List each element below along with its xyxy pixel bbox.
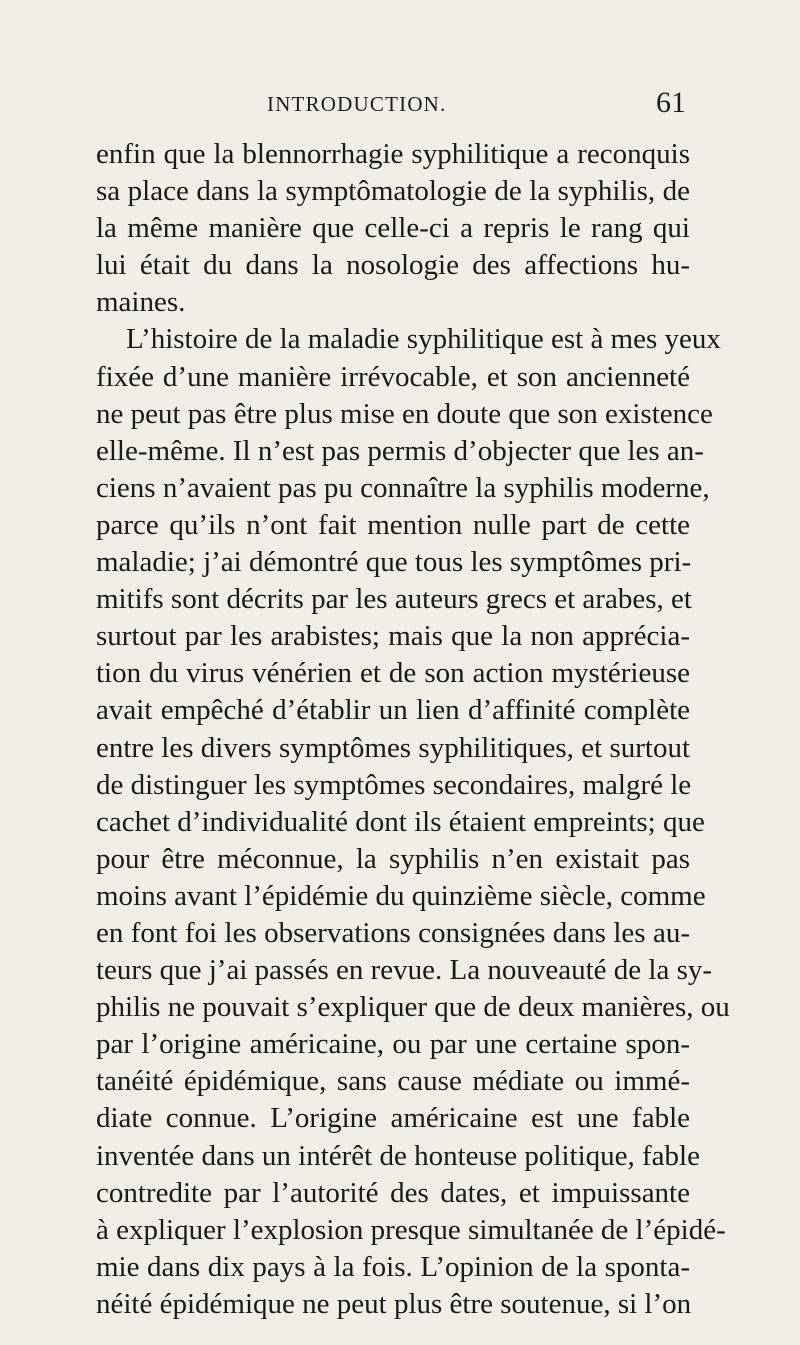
text-line: par l’origine américaine, ou par une certaine spon-	[96, 1028, 690, 1061]
text-line: maines.	[96, 286, 186, 319]
text-line: tion du virus vénérien et de son action mystérieuse	[96, 657, 690, 690]
text-line: à expliquer l’explosion presque simultanée de l’épidé-	[96, 1213, 726, 1246]
text-line: cachet d’individualité dont ils étaient empreints; que	[96, 805, 705, 838]
text-line: diate connue. L’origine américaine est une fable	[96, 1102, 690, 1135]
text-line: mitifs sont décrits par les auteurs grecs et arabes, et	[96, 583, 692, 616]
text-line: philis ne pouvait s’expliquer que de deux manières, ou	[96, 991, 730, 1024]
text-line: inventée dans un intérêt de honteuse politique, fable	[96, 1139, 700, 1172]
text-line: sa place dans la symptômatologie de la syphilis, de	[96, 175, 690, 208]
text-line: avait empêché d’établir un lien d’affinité complète	[96, 694, 690, 727]
page-number: 61	[656, 86, 686, 119]
text-line: ne peut pas être plus mise en doute que son existence	[96, 397, 713, 430]
text-line: maladie; j’ai démontré que tous les symptômes pri-	[96, 546, 692, 579]
running-head	[96, 86, 686, 126]
text-line: teurs que j’ai passés en revue. La nouveauté de la sy-	[96, 954, 713, 987]
text-line: fixée d’une manière irrévocable, et son ancienneté	[96, 360, 690, 393]
text-line: néité épidémique ne peut plus être soutenue, si l’on	[96, 1287, 692, 1320]
text-line: enfin que la blennorrhagie syphilitique a reconquis	[96, 138, 690, 170]
text-line: surtout par les arabistes; mais que la non apprécia-	[96, 620, 690, 653]
text-line: la même manière que celle-ci a repris le rang qui	[96, 212, 690, 245]
text-line: contredite par l’autorité des dates, et impuissante	[96, 1176, 690, 1209]
text-line: pour être méconnue, la syphilis n’en existait pas	[96, 842, 690, 875]
text-line: elle-même. Il n’est pas permis d’objecter que les an-	[96, 434, 704, 467]
text-line: tanéité épidémique, sans cause médiate ou immé-	[96, 1065, 690, 1098]
text-line: de distinguer les symptômes secondaires, malgré le	[96, 768, 692, 801]
text-line: entre les divers symptômes syphilitiques, et surtout	[96, 731, 690, 764]
text-line: ciens n’avaient pas pu connaître la syphilis moderne,	[96, 471, 710, 504]
text-line: en font foi les observations consignées dans les au-	[96, 916, 690, 949]
text-line: moins avant l’épidémie du quinzième siècle, comme	[96, 879, 706, 912]
text-line: L’histoire de la maladie syphilitique est à mes yeux	[126, 323, 721, 356]
running-head-title: INTRODUCTION.	[267, 92, 447, 116]
body-text	[96, 136, 730, 1323]
text-line: lui était du dans la nosologie des affections hu-	[96, 249, 690, 282]
text-line: mie dans dix pays à la fois. L’opinion de la sponta-	[96, 1250, 690, 1283]
text-line: parce qu’ils n’ont fait mention nulle part de cette	[96, 508, 690, 541]
